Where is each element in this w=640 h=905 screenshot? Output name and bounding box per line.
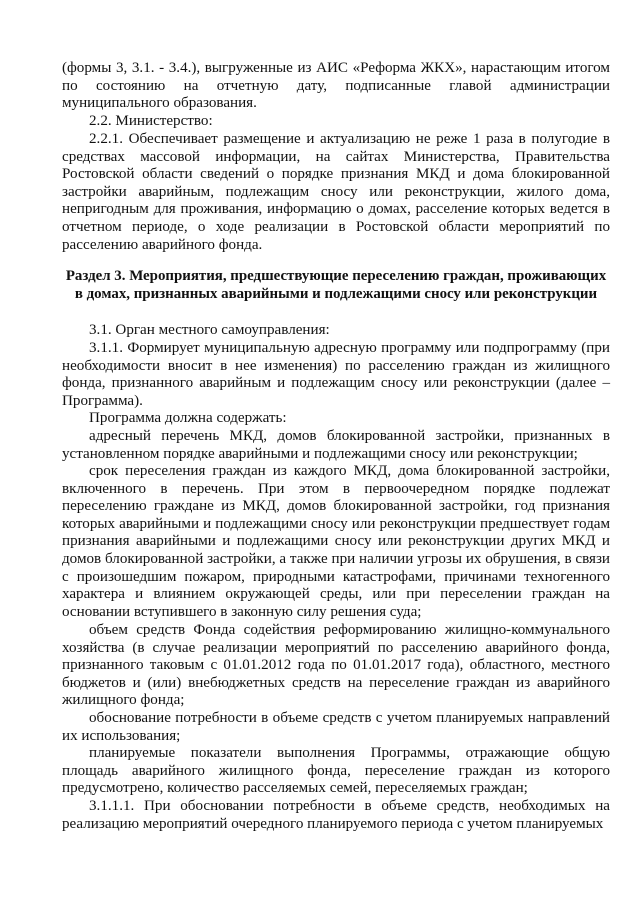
paragraph-forms-continuation: (формы 3, 3.1. - 3.4.), выгруженные из АИС «Реформа ЖКХ», нарастающим итогом по состоянию на отчетную дату, подписанные главой администрации муниципального образования. [62, 60, 610, 112]
paragraph-3-1-1-1: 3.1.1.1. При обосновании потребности в объеме средств, необходимых на реализацию мероприятий очередного планируемого периода с учетом планируемых [62, 798, 610, 832]
paragraph-3-1: 3.1. Орган местного самоуправления: [89, 322, 330, 338]
paragraph-need-justification: обоснование потребности в объеме средств с учетом планируемых направлений их использования; [62, 710, 610, 744]
paragraph-resettlement-term: срок переселения граждан из каждого МКД, дома блокированной застройки, включенного в перечень. При этом в первоочередном порядке подлежат переселению граждане из МКД, домов блокированной застройки, год признания которых аварийными и подлежащими сносу или реконструкции предшествует годам признания аварийными и подлежащими сносу или реконструкции других МКД и домов блокированной застройки, а также при наличии угрозы их обрушения, в связи с произошедшим пожаром, природными катастрофами, причинами техногенного характера и влиянием окружающей среды, или при переселении граждан на основании вступившего в законную силу решения суда; [62, 463, 610, 620]
paragraph-planned-indicators: планируемые показатели выполнения Программы, отражающие общую площадь аварийного жилищного фонда, переселение граждан из которого предусмотрено, количество расселяемых семей, переселяемых граждан; [62, 745, 610, 797]
paragraph-fund-volume: объем средств Фонда содействия реформированию жилищно-коммунального хозяйства (в случае реализации мероприятий по расселению аварийного фонда, признанного таковым с 01.01.2012 года по 01.01.2017 года), областного, местного бюджетов и (или) внебюджетных средств на переселение граждан из аварийного жилищного фонда; [62, 622, 610, 709]
paragraph-program-must-contain: Программа должна содержать: [89, 410, 287, 426]
paragraph-2-2-1: 2.2.1. Обеспечивает размещение и актуализацию не реже 1 раза в полугодие в средствах массовой информации, на сайтах Министерства, Правительства Ростовской области сведений о порядке признания МКД и дома блокированной застройки аварийным, подлежащим сносу или реконструкции, жилого дома, непригодным для проживания, информацию о домах, расселение которых ведется в отчетном периоде, о ходе реализации в Ростовской области мероприятий по расселению аварийного фонда. [62, 131, 610, 253]
section-3-heading: Раздел 3. Мероприятия, предшествующие переселению граждан, проживающих в домах, признанных аварийными и подлежащими сносу или реконструкции [65, 268, 607, 302]
paragraph-address-list: адресный перечень МКД, домов блокированной застройки, признанных в установленном порядке аварийными и подлежащими сносу или реконструкции; [62, 428, 610, 462]
paragraph-2-2: 2.2. Министерство: [89, 113, 213, 129]
paragraph-3-1-1: 3.1.1. Формирует муниципальную адресную программу или подпрограмму (при необходимости вносит в нее изменения) по расселению граждан из жилищного фонда, признанного аварийным и подлежащим сносу или реконструкции (далее – Программа). [62, 340, 610, 409]
